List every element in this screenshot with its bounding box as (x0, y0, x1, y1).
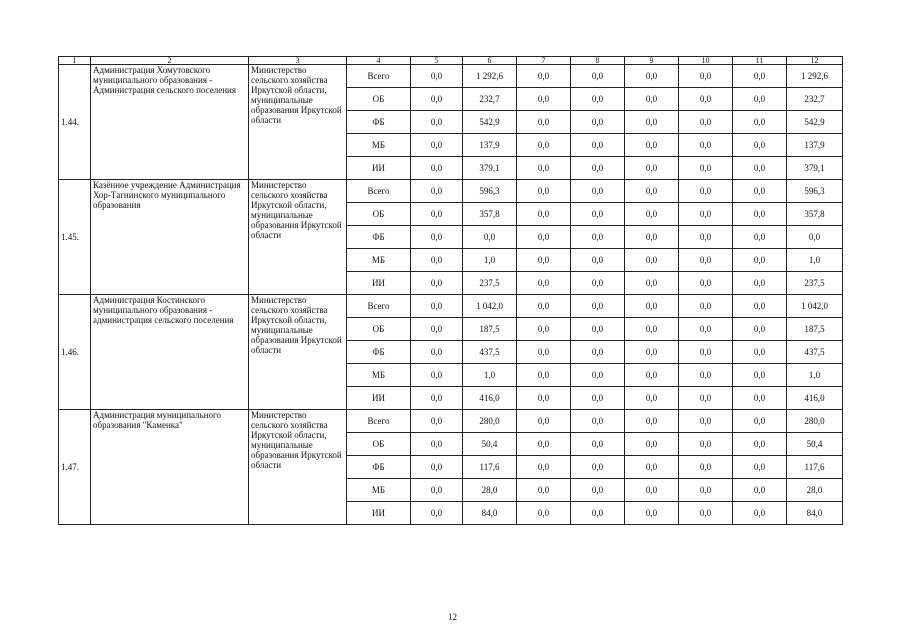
value-cell: 0,0 (679, 433, 733, 456)
table-row (59, 180, 843, 203)
value-cell: 0,0 (625, 387, 679, 410)
funding-type-cell: ИИ (347, 157, 411, 180)
value-cell: 0,0 (517, 502, 571, 525)
value-cell: 0,0 (517, 272, 571, 295)
value-cell: 0,0 (517, 295, 571, 318)
value-cell: 1,0 (787, 364, 843, 387)
value-cell: 0,0 (517, 226, 571, 249)
value-cell: 0,0 (517, 433, 571, 456)
value-cell: 0,0 (625, 502, 679, 525)
value-cell: 0,0 (679, 295, 733, 318)
value-cell: 0,0 (625, 433, 679, 456)
value-cell: 357,8 (787, 203, 843, 226)
header-cell: 10 (679, 57, 733, 65)
value-cell: 0,0 (517, 111, 571, 134)
value-cell: 0,0 (625, 111, 679, 134)
value-cell: 0,0 (571, 295, 625, 318)
header-cell: 5 (411, 57, 463, 65)
organization-cell: Администрация Костинского муниципального образования - администрация сельского поселения (91, 295, 249, 410)
funding-type-cell: ОБ (347, 203, 411, 226)
budget-table (58, 56, 843, 525)
value-cell: 0,0 (733, 226, 787, 249)
value-cell: 542,9 (787, 111, 843, 134)
value-cell: 1 292,6 (463, 65, 517, 88)
value-cell: 0,0 (517, 456, 571, 479)
value-cell: 232,7 (787, 88, 843, 111)
header-cell: 9 (625, 57, 679, 65)
row-index-cell: 1.44. (59, 65, 91, 180)
value-cell: 0,0 (679, 387, 733, 410)
value-cell: 0,0 (517, 249, 571, 272)
value-cell: 0,0 (517, 479, 571, 502)
funding-type-cell: ИИ (347, 272, 411, 295)
value-cell: 0,0 (679, 65, 733, 88)
value-cell: 542,9 (463, 111, 517, 134)
value-cell: 232,7 (463, 88, 517, 111)
value-cell: 0,0 (733, 433, 787, 456)
value-cell: 0,0 (625, 134, 679, 157)
value-cell: 0,0 (517, 364, 571, 387)
value-cell: 0,0 (733, 341, 787, 364)
value-cell: 379,1 (787, 157, 843, 180)
value-cell: 0,0 (571, 226, 625, 249)
value-cell: 0,0 (571, 65, 625, 88)
value-cell: 0,0 (679, 111, 733, 134)
value-cell: 0,0 (571, 364, 625, 387)
value-cell: 0,0 (625, 203, 679, 226)
value-cell: 237,5 (463, 272, 517, 295)
value-cell: 0,0 (571, 180, 625, 203)
value-cell: 0,0 (625, 226, 679, 249)
value-cell: 1 292,6 (787, 65, 843, 88)
value-cell: 0,0 (679, 456, 733, 479)
value-cell: 0,0 (571, 433, 625, 456)
ministry-cell: Министерство сельского хозяйства Иркутской области, муниципальные образования Иркутской области (249, 65, 347, 180)
value-cell: 117,6 (463, 456, 517, 479)
value-cell: 0,0 (571, 272, 625, 295)
value-cell: 0,0 (733, 364, 787, 387)
funding-type-cell: МБ (347, 249, 411, 272)
value-cell: 0,0 (571, 410, 625, 433)
value-cell: 0,0 (517, 318, 571, 341)
value-cell: 0,0 (679, 88, 733, 111)
value-cell: 0,0 (733, 249, 787, 272)
table-row (59, 65, 843, 88)
value-cell: 0,0 (411, 410, 463, 433)
value-cell: 0,0 (571, 318, 625, 341)
value-cell: 0,0 (679, 134, 733, 157)
value-cell: 0,0 (411, 479, 463, 502)
value-cell: 0,0 (733, 295, 787, 318)
value-cell: 0,0 (679, 203, 733, 226)
value-cell: 237,5 (787, 272, 843, 295)
header-cell: 6 (463, 57, 517, 65)
value-cell: 0,0 (411, 226, 463, 249)
value-cell: 0,0 (411, 456, 463, 479)
value-cell: 0,0 (625, 364, 679, 387)
ministry-cell: Министерство сельского хозяйства Иркутской области, муниципальные образования Иркутской области (249, 410, 347, 525)
value-cell: 0,0 (411, 180, 463, 203)
funding-type-cell: Всего (347, 65, 411, 88)
value-cell: 0,0 (571, 111, 625, 134)
value-cell: 137,9 (463, 134, 517, 157)
value-cell: 0,0 (625, 295, 679, 318)
value-cell: 416,0 (787, 387, 843, 410)
value-cell: 0,0 (571, 479, 625, 502)
header-cell: 2 (91, 57, 249, 65)
table-row (59, 295, 843, 318)
value-cell: 0,0 (411, 111, 463, 134)
value-cell: 0,0 (411, 134, 463, 157)
funding-type-cell: ФБ (347, 226, 411, 249)
value-cell: 437,5 (463, 341, 517, 364)
value-cell: 357,8 (463, 203, 517, 226)
value-cell: 0,0 (517, 88, 571, 111)
value-cell: 0,0 (733, 272, 787, 295)
value-cell: 0,0 (733, 203, 787, 226)
value-cell: 416,0 (463, 387, 517, 410)
value-cell: 0,0 (679, 341, 733, 364)
value-cell: 0,0 (411, 88, 463, 111)
value-cell: 187,5 (787, 318, 843, 341)
value-cell: 0,0 (517, 387, 571, 410)
value-cell: 50,4 (787, 433, 843, 456)
funding-type-cell: Всего (347, 180, 411, 203)
value-cell: 280,0 (787, 410, 843, 433)
value-cell: 0,0 (411, 387, 463, 410)
value-cell: 84,0 (787, 502, 843, 525)
value-cell: 379,1 (463, 157, 517, 180)
value-cell: 0,0 (571, 249, 625, 272)
funding-type-cell: ИИ (347, 502, 411, 525)
value-cell: 0,0 (625, 157, 679, 180)
value-cell: 0,0 (679, 249, 733, 272)
value-cell: 0,0 (733, 157, 787, 180)
value-cell: 0,0 (625, 456, 679, 479)
header-cell: 1 (59, 57, 91, 65)
value-cell: 0,0 (679, 479, 733, 502)
funding-type-cell: ОБ (347, 318, 411, 341)
value-cell: 0,0 (625, 249, 679, 272)
value-cell: 117,6 (787, 456, 843, 479)
value-cell: 0,0 (625, 65, 679, 88)
value-cell: 0,0 (679, 502, 733, 525)
value-cell: 0,0 (625, 88, 679, 111)
value-cell: 0,0 (411, 364, 463, 387)
header-row (59, 57, 843, 65)
value-cell: 0,0 (625, 410, 679, 433)
value-cell: 0,0 (517, 341, 571, 364)
value-cell: 187,5 (463, 318, 517, 341)
value-cell: 0,0 (625, 341, 679, 364)
value-cell: 0,0 (733, 387, 787, 410)
value-cell: 0,0 (733, 456, 787, 479)
page-number: 12 (448, 612, 457, 622)
value-cell: 596,3 (787, 180, 843, 203)
value-cell: 0,0 (411, 203, 463, 226)
value-cell: 0,0 (733, 88, 787, 111)
value-cell: 1 042,0 (463, 295, 517, 318)
value-cell: 0,0 (679, 157, 733, 180)
header-cell: 7 (517, 57, 571, 65)
value-cell: 0,0 (679, 226, 733, 249)
value-cell: 0,0 (517, 134, 571, 157)
value-cell: 0,0 (571, 341, 625, 364)
value-cell: 0,0 (733, 410, 787, 433)
value-cell: 0,0 (733, 111, 787, 134)
funding-type-cell: ОБ (347, 433, 411, 456)
row-index-cell: 1.45. (59, 180, 91, 295)
value-cell: 84,0 (463, 502, 517, 525)
value-cell: 1 042,0 (787, 295, 843, 318)
value-cell: 0,0 (411, 318, 463, 341)
value-cell: 0,0 (517, 180, 571, 203)
funding-type-cell: ФБ (347, 341, 411, 364)
value-cell: 0,0 (411, 341, 463, 364)
row-index-cell: 1.47. (59, 410, 91, 525)
organization-cell: Администрация Хомутовского муниципального образования - Администрация сельского поселения (91, 65, 249, 180)
header-cell: 11 (733, 57, 787, 65)
header-cell: 8 (571, 57, 625, 65)
value-cell: 0,0 (733, 65, 787, 88)
funding-type-cell: ИИ (347, 387, 411, 410)
organization-cell: Казённое учреждение Администрация Хор-Тагнинского муниципального образования (91, 180, 249, 295)
value-cell: 0,0 (411, 272, 463, 295)
funding-type-cell: ФБ (347, 111, 411, 134)
value-cell: 0,0 (571, 387, 625, 410)
value-cell: 0,0 (411, 295, 463, 318)
value-cell: 0,0 (733, 502, 787, 525)
value-cell: 0,0 (733, 134, 787, 157)
value-cell: 0,0 (411, 157, 463, 180)
value-cell: 0,0 (411, 65, 463, 88)
value-cell: 0,0 (679, 272, 733, 295)
funding-type-cell: МБ (347, 479, 411, 502)
value-cell: 0,0 (733, 180, 787, 203)
value-cell: 437,5 (787, 341, 843, 364)
value-cell: 0,0 (733, 479, 787, 502)
table-row (59, 410, 843, 433)
value-cell: 0,0 (571, 134, 625, 157)
value-cell: 28,0 (463, 479, 517, 502)
ministry-cell: Министерство сельского хозяйства Иркутской области, муниципальные образования Иркутской области (249, 295, 347, 410)
value-cell: 0,0 (517, 65, 571, 88)
row-index-cell: 1.46. (59, 295, 91, 410)
ministry-cell: Министерство сельского хозяйства Иркутской области, муниципальные образования Иркутской области (249, 180, 347, 295)
value-cell: 0,0 (571, 88, 625, 111)
value-cell: 0,0 (411, 249, 463, 272)
value-cell: 0,0 (571, 157, 625, 180)
value-cell: 0,0 (571, 502, 625, 525)
value-cell: 280,0 (463, 410, 517, 433)
value-cell: 0,0 (571, 456, 625, 479)
header-cell: 4 (347, 57, 411, 65)
funding-type-cell: МБ (347, 134, 411, 157)
value-cell: 0,0 (787, 226, 843, 249)
funding-type-cell: Всего (347, 410, 411, 433)
value-cell: 0,0 (463, 226, 517, 249)
funding-type-cell: ФБ (347, 456, 411, 479)
organization-cell: Администрация муниципального образования "Каменка" (91, 410, 249, 525)
value-cell: 50,4 (463, 433, 517, 456)
value-cell: 0,0 (411, 433, 463, 456)
value-cell: 0,0 (679, 410, 733, 433)
value-cell: 0,0 (679, 180, 733, 203)
header-cell: 3 (249, 57, 347, 65)
value-cell: 137,9 (787, 134, 843, 157)
value-cell: 0,0 (411, 502, 463, 525)
value-cell: 1,0 (787, 249, 843, 272)
value-cell: 0,0 (571, 203, 625, 226)
value-cell: 0,0 (679, 364, 733, 387)
value-cell: 0,0 (679, 318, 733, 341)
value-cell: 0,0 (625, 272, 679, 295)
funding-type-cell: ОБ (347, 88, 411, 111)
header-cell: 12 (787, 57, 843, 65)
value-cell: 1,0 (463, 364, 517, 387)
value-cell: 1,0 (463, 249, 517, 272)
value-cell: 0,0 (733, 318, 787, 341)
value-cell: 0,0 (625, 479, 679, 502)
funding-type-cell: МБ (347, 364, 411, 387)
value-cell: 28,0 (787, 479, 843, 502)
value-cell: 0,0 (517, 157, 571, 180)
value-cell: 0,0 (517, 203, 571, 226)
value-cell: 596,3 (463, 180, 517, 203)
value-cell: 0,0 (625, 318, 679, 341)
value-cell: 0,0 (625, 180, 679, 203)
value-cell: 0,0 (517, 410, 571, 433)
funding-type-cell: Всего (347, 295, 411, 318)
